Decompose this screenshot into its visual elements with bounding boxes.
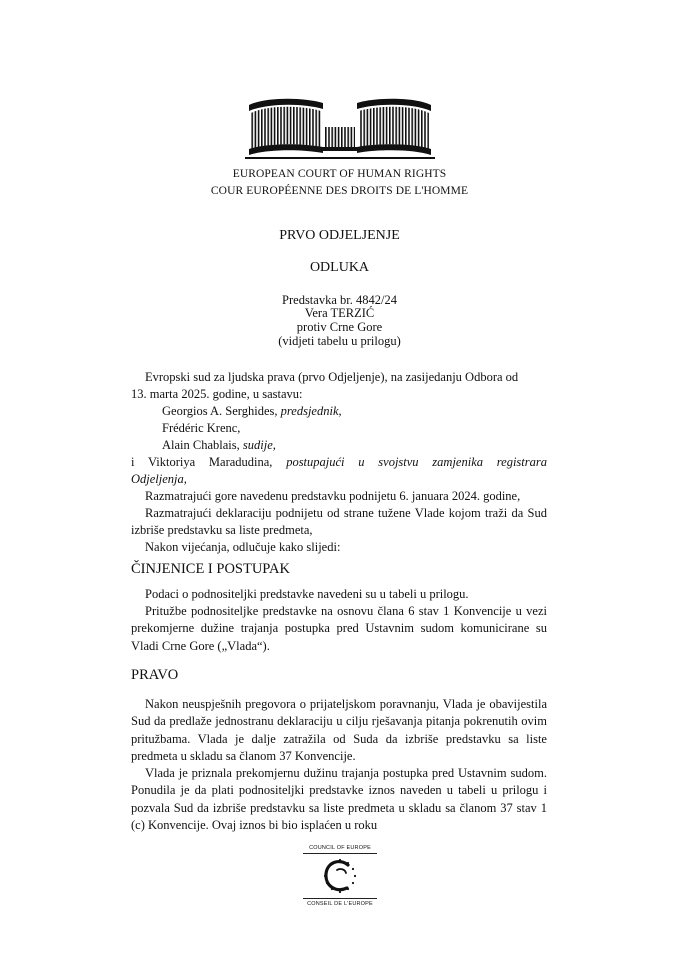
council-of-europe-logo xyxy=(303,845,377,907)
court-name-fr: COUR EUROPÉENNE DES DROITS DE L'HOMME xyxy=(210,185,469,197)
application-number: Predstavka br. 4842/24 xyxy=(282,293,397,307)
logo-text-top: COUNCIL OF EUROPE xyxy=(303,845,377,854)
judge-member xyxy=(162,420,240,437)
law-paragraph-1: Nakon neuspješnih pregovora o prijateljskom poravnanju, Vlada je obavijestila Sud da predlaže jednostranu deklaraciju u cilju rješavanja pitanja pokrenutih ovim pritužbama. Vlada je dalje zatražila od Suda da izbriše predstavku sa liste predmeta u skladu sa članom 37 Konvencije. xyxy=(131,697,547,763)
document-type: ODLUKA xyxy=(309,260,370,275)
considering-1: Razmatrajući gore navedenu predstavku podnijetu 6. januara 2024. godine, xyxy=(145,489,521,503)
facts-paragraph-1: Podaci o podnositeljki predstavke navedeni su u tabeli u prilogu. xyxy=(145,587,469,601)
see-table-note: (vidjeti tabelu u prilogu) xyxy=(278,334,401,348)
court-name-en: EUROPEAN COURT OF HUMAN RIGHTS xyxy=(232,168,447,180)
judge-role: predsjednik, xyxy=(280,404,342,418)
judge-name: Alain Chablais, xyxy=(162,438,243,452)
judge-president xyxy=(162,403,342,420)
considering-2: Razmatrajući deklaraciju podnijetu od strane tužene Vlade kojom traži da Sud izbriše predstavku sa liste predmeta, xyxy=(131,506,547,538)
registrar-role-cont: Odjeljenja, xyxy=(131,472,187,486)
law-paragraph-2: Vlada je priznala prekomjernu dužinu trajanja postupka pred Ustavnim sudom. Ponudila je da plati podnositeljki predstavke iznos naveden u tabeli u prilogu i pozvala Sud da izbriše predstavku sa liste predmeta u skladu sa članom 37 stav 1 (c) Konvencije. Ovaj iznos bi bio isplaćen u roku xyxy=(131,766,547,832)
facts-paragraph-2: Pritužbe podnositeljke predstavke na osnovu člana 6 stav 1 Konvencije u vezi prekomjerne dužine trajanja postupka pred Ustavnim sudom komunicirane su Vladi Crne Gore („Vlada“). xyxy=(131,604,547,653)
registrar xyxy=(131,454,547,471)
intro-line-2: 13. marta 2025. godine, u sastavu: xyxy=(131,387,303,401)
council-of-europe-emblem xyxy=(320,856,360,896)
intro-line-1: Evropski sud za ljudska prava (prvo Odjeljenje), na zasijedanju Odbora od xyxy=(145,370,519,384)
law-heading: PRAVO xyxy=(131,667,179,683)
respondent-state: protiv Crne Gore xyxy=(296,320,383,334)
facts-heading: ČINJENICE I POSTUPAK xyxy=(131,561,290,577)
registrar-name: i Viktoriya Maradudina, xyxy=(131,455,287,469)
court-building-logo xyxy=(245,97,435,163)
judge-name: Frédéric Krenc, xyxy=(162,421,241,435)
judge-member xyxy=(162,437,276,454)
registrar-role: postupajući u svojstvu zamjenika registrara xyxy=(286,455,547,469)
logo-text-bottom: CONSEIL DE L'EUROPE xyxy=(303,898,377,907)
judge-name: Georgios A. Serghides, xyxy=(162,404,281,418)
considering-3: Nakon vijećanja, odlučuje kako slijedi: xyxy=(145,540,341,554)
judge-role: sudije, xyxy=(242,438,276,452)
section-title: PRVO ODJELJENJE xyxy=(279,228,400,243)
applicant-name: Vera TERZIĆ xyxy=(304,306,375,320)
